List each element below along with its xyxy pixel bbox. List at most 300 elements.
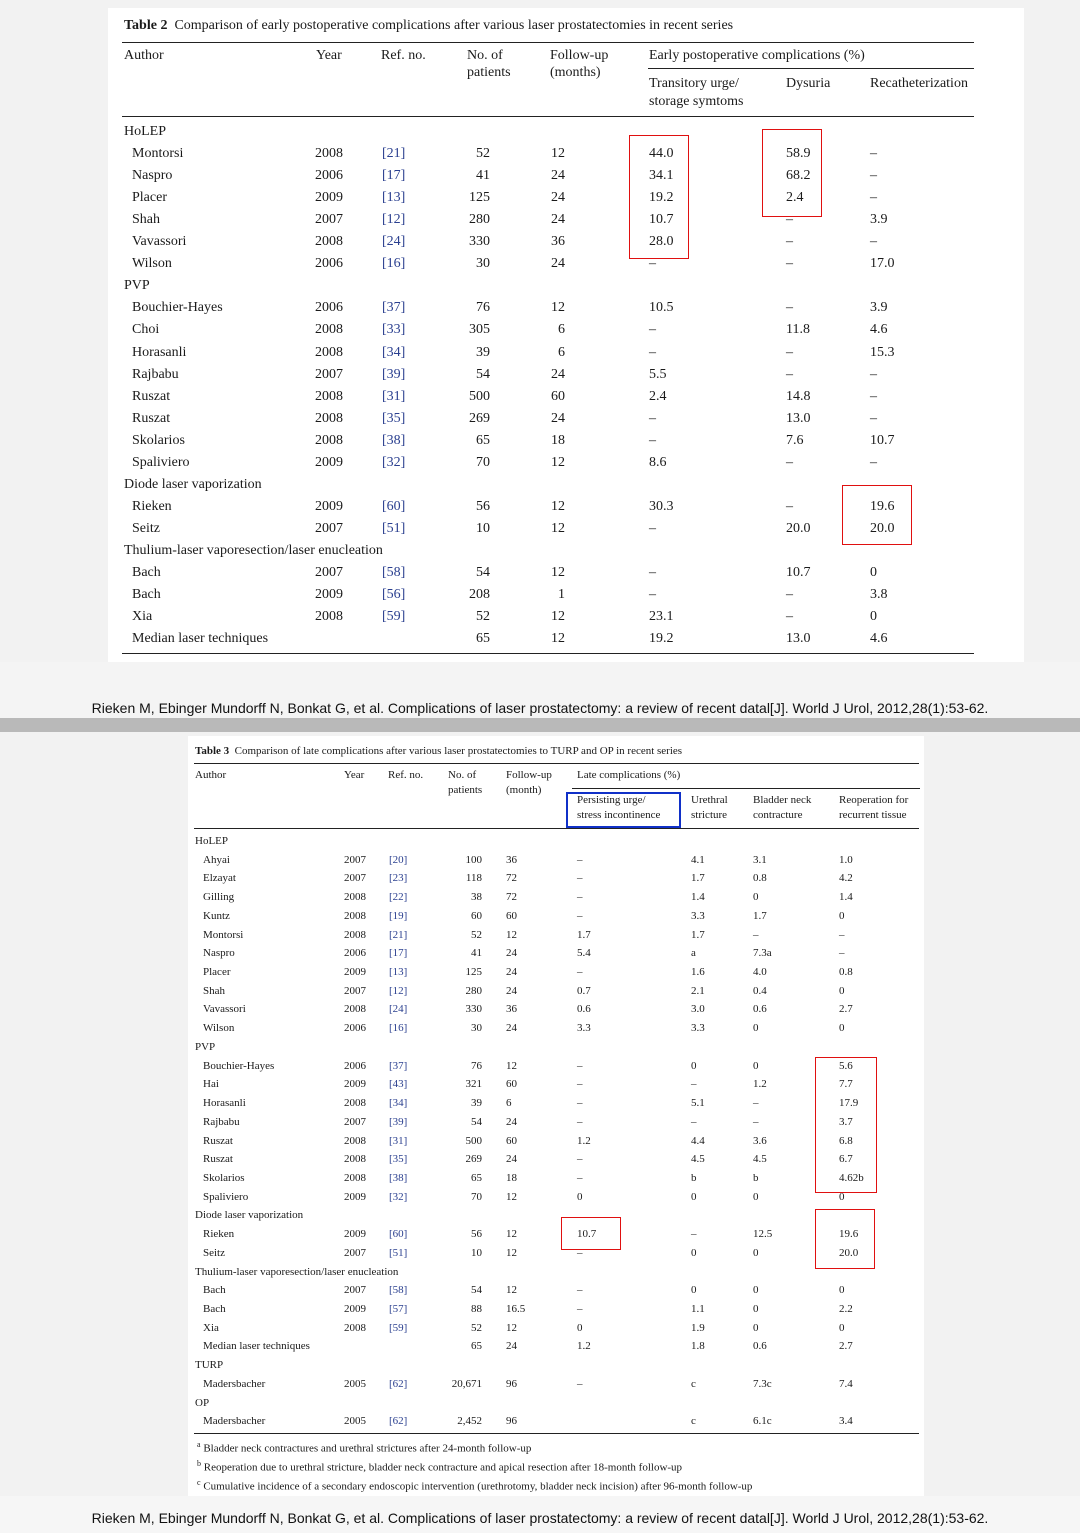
footnote-text: Reoperation due to urethral stricture, bladder neck contracture and apical resection after 18-month follow-up — [203, 1461, 683, 1474]
table2-cell-year: 2008 — [315, 322, 343, 337]
table2-cell-dysuria: – — [786, 345, 793, 360]
table3-cell-patients: 30 — [471, 1022, 482, 1034]
table3-cell-ref: [62] — [389, 1415, 408, 1427]
table3-cell-patients: 330 — [465, 1003, 482, 1015]
table2-cell-recath: 0 — [870, 565, 877, 580]
table2-cell-dysuria: – — [786, 367, 793, 382]
table3-cell-bladder: – — [753, 929, 759, 941]
table3-cell-urethral: 3.3 — [691, 1022, 705, 1034]
table3-cell-patients: 65 — [471, 1340, 482, 1352]
table3-group-label: PVP — [195, 1041, 216, 1053]
table3-cell-patients: 500 — [465, 1135, 482, 1147]
table3-cell-persist: – — [577, 910, 583, 922]
table3-cell-followup: 12 — [506, 1191, 517, 1203]
table2-citation: Rieken M, Ebinger Mundorff N, Bonkat G, et al. Complications of laser prostatectomy: a review of recent datal[J]. World J Urol, 2012,28(1):53-62. — [91, 700, 989, 716]
table3-cell-ref: [39] — [389, 1116, 408, 1128]
table3-cell-followup: 36 — [506, 854, 517, 866]
table3-cell-ref: [24] — [389, 1003, 408, 1015]
table3-cell-author: Gilling — [203, 891, 235, 903]
table2-cell-dysuria: – — [786, 499, 793, 514]
table2-cell-recath: – — [870, 389, 877, 404]
table2-group-rule — [648, 68, 974, 69]
table2-cell-followup: 24 — [551, 212, 565, 227]
table3-cell-urethral: 4.1 — [691, 854, 705, 866]
table3-cell-persist: – — [577, 1153, 583, 1165]
table3-cell-persist: – — [577, 1172, 583, 1184]
table3-cell-urethral: 1.4 — [691, 891, 705, 903]
table2-cell-author: Ruszat — [132, 389, 171, 404]
table3-cell-author: Placer — [203, 966, 231, 978]
table3-cell-bladder: 0 — [753, 891, 759, 903]
table2-cell-author: Rajbabu — [132, 367, 179, 382]
table3-cell-author: Bouchier-Hayes — [203, 1060, 275, 1072]
table2-cell-ref: [38] — [382, 433, 406, 448]
table3-cell-bladder: 0.4 — [753, 985, 767, 997]
table2-cell-patients: 30 — [476, 256, 490, 271]
table2-cell-dysuria: – — [786, 300, 793, 315]
table3-cell-urethral: 3.3 — [691, 910, 705, 922]
table3-header-ref: Ref. no. — [388, 769, 424, 781]
table2-cell-year: 2009 — [315, 499, 343, 514]
table3-group-rule — [572, 788, 920, 789]
table3-cell-patients: 118 — [465, 872, 482, 884]
table2-cell-followup: 18 — [551, 433, 565, 448]
table3-cell-bladder: 0 — [753, 1284, 759, 1296]
table3-cell-author: Ahyai — [203, 854, 230, 866]
table3-cell-year: 2007 — [344, 1116, 366, 1128]
table3-cell-reop: 0 — [839, 910, 845, 922]
table2-cell-urge: – — [649, 256, 656, 271]
table3-cell-reop: 17.9 — [839, 1097, 859, 1109]
table2-cell-recath: 10.7 — [870, 433, 895, 448]
table3-cell-ref: [38] — [389, 1172, 408, 1184]
table3-cell-author: Rieken — [203, 1228, 235, 1240]
table3-cell-ref: [34] — [389, 1097, 408, 1109]
table2-cell-patients: 330 — [469, 234, 490, 249]
table3-cell-urethral: – — [691, 1228, 697, 1240]
table3-cell-reop: 3.4 — [839, 1415, 853, 1427]
table3-cell-author: Vavassori — [203, 1003, 246, 1015]
table2-cell-ref: [21] — [382, 146, 406, 161]
table3-cell-patients: 269 — [465, 1153, 482, 1165]
table3-cell-bladder: 7.3c — [753, 1378, 772, 1390]
table2-cell-urge: – — [649, 565, 656, 580]
table3-cell-ref: [16] — [389, 1022, 408, 1034]
table2-cell-ref: [51] — [382, 521, 406, 536]
table2-header-year: Year — [316, 48, 342, 63]
table3-cell-author: Rajbabu — [203, 1116, 240, 1128]
table2-cell-followup: 60 — [551, 389, 565, 404]
table2-header-dysuria: Dysuria — [786, 76, 831, 91]
table2-header-urge-2: storage symtoms — [649, 94, 744, 109]
table2-cell-year: 2008 — [315, 146, 343, 161]
table3-cell-ref: [12] — [389, 985, 408, 997]
table3-cell-ref: [57] — [389, 1303, 408, 1315]
table3-cell-followup: 12 — [506, 1060, 517, 1072]
table3-cell-ref: [51] — [389, 1247, 408, 1259]
table3-cell-patients: 125 — [465, 966, 482, 978]
table2-cell-patients: 208 — [469, 587, 490, 602]
table2-cell-ref: [33] — [382, 322, 406, 337]
table2-cell-year: 2007 — [315, 367, 343, 382]
table2-cell-patients: 39 — [476, 345, 490, 360]
table3-cell-urethral: – — [691, 1078, 697, 1090]
table3-header-bladder-1: Bladder neck — [753, 794, 812, 806]
table3-caption-label: Table 3 — [195, 745, 230, 757]
table3-cell-author: Ruszat — [203, 1153, 233, 1165]
table3-cell-patients: 54 — [471, 1116, 482, 1128]
table3-cell-reop: 7.7 — [839, 1078, 853, 1090]
table3-header-group: Late complications (%) — [577, 769, 681, 781]
footnote-mark: a — [197, 1440, 201, 1449]
table3-cell-year: 2007 — [344, 1247, 366, 1259]
table2-cell-ref: [56] — [382, 587, 406, 602]
table2-header-urge-1: Transitory urge/ — [649, 76, 739, 91]
table3-cell-author: Elzayat — [203, 872, 236, 884]
table3-cell-bladder: 4.0 — [753, 966, 767, 978]
table3-cell-followup: 12 — [506, 1322, 517, 1334]
table3-cell-followup: 24 — [506, 1340, 517, 1352]
table2-cell-urge: 23.1 — [649, 609, 674, 624]
table2-cell-patients: 500 — [469, 389, 490, 404]
table2-header-followup-1: Follow-up — [550, 48, 609, 63]
table2-cell-ref: [37] — [382, 300, 406, 315]
table2-caption-label: Table 2 — [124, 18, 168, 33]
table2-cell-author: Naspro — [132, 168, 173, 183]
table2-cell-urge: 19.2 — [649, 631, 674, 646]
table3-cell-reop: 2.7 — [839, 1003, 853, 1015]
table3-cell-bladder: 0 — [753, 1191, 759, 1203]
table3-header-patients-1: No. of — [448, 769, 477, 781]
table2-cell-recath: 3.9 — [870, 300, 888, 315]
table3-cell-urethral: – — [691, 1116, 697, 1128]
table3-cell-reop: 7.4 — [839, 1378, 853, 1390]
table3-cell-bladder: 0 — [753, 1022, 759, 1034]
table3-cell-year: 2009 — [344, 966, 366, 978]
table3-cell-patients: 54 — [471, 1284, 482, 1296]
table3-cell-year: 2009 — [344, 1078, 366, 1090]
table3-cell-bladder: 0.6 — [753, 1340, 767, 1352]
table3-cell-bladder: 0 — [753, 1322, 759, 1334]
table2-cell-patients: 280 — [469, 212, 490, 227]
table3-header-persist-1: Persisting urge/ — [577, 794, 646, 806]
table2-header-patients-2: patients — [467, 65, 511, 80]
table2-cell-ref: [17] — [382, 168, 406, 183]
table3-cell-ref: [60] — [389, 1228, 408, 1240]
table3-header-reop-1: Reoperation for — [839, 794, 909, 806]
table3-header-urethral-1: Urethral — [691, 794, 728, 806]
footnote-mark: b — [197, 1459, 201, 1468]
table3-group-label: Diode laser vaporization — [195, 1209, 304, 1221]
table2-cell-recath: – — [870, 455, 877, 470]
table3-cell-bladder: – — [753, 1116, 759, 1128]
table3-cell-urethral: 1.9 — [691, 1322, 705, 1334]
table2-cell-ref: [58] — [382, 565, 406, 580]
table3-cell-year: 2009 — [344, 1191, 366, 1203]
table3-cell-year: 2007 — [344, 854, 366, 866]
table3-cell-persist: – — [577, 854, 583, 866]
table2-cell-ref: [60] — [382, 499, 406, 514]
table2-header-author: Author — [124, 48, 164, 63]
table2-cell-followup: 12 — [551, 565, 565, 580]
table3-cell-persist: 10.7 — [577, 1228, 597, 1240]
table3-cell-patients: 38 — [471, 891, 482, 903]
table2-cell-followup: 24 — [551, 411, 565, 426]
table3-cell-ref: [23] — [389, 872, 408, 884]
table3-cell-persist: – — [577, 1378, 583, 1390]
table2-cell-dysuria: 14.8 — [786, 389, 811, 404]
table2-cell-followup: 24 — [551, 256, 565, 271]
table3-cell-patients: 41 — [471, 947, 482, 959]
table3-cell-urethral: 3.0 — [691, 1003, 705, 1015]
table2-cell-year: 2006 — [315, 256, 343, 271]
table3-cell-persist: – — [577, 1247, 583, 1259]
table3-cell-reop: 20.0 — [839, 1247, 859, 1259]
table3-cell-followup: 36 — [506, 1003, 517, 1015]
table3-cell-urethral: 1.6 — [691, 966, 705, 978]
table3-citation: Rieken M, Ebinger Mundorff N, Bonkat G, et al. Complications of laser prostatectomy: a review of recent datal[J]. World J Urol, 2012,28(1):53-62. — [91, 1510, 989, 1526]
table2-cell-dysuria: 68.2 — [786, 168, 811, 183]
table3-cell-patients: 20,671 — [451, 1378, 482, 1390]
table2-cell-followup: 12 — [551, 609, 565, 624]
table3-cell-reop: 2.7 — [839, 1340, 853, 1352]
table3-cell-followup: 12 — [506, 1284, 517, 1296]
table2-header-recath: Recatheterization — [870, 76, 968, 91]
table2-caption — [124, 18, 733, 34]
table3-cell-author: Seitz — [203, 1247, 225, 1259]
table3-cell-author: Skolarios — [203, 1172, 245, 1184]
table2-cell-recath: 15.3 — [870, 345, 895, 360]
table3-cell-year: 2006 — [344, 947, 366, 959]
table3-cell-year: 2008 — [344, 929, 366, 941]
table2-cell-recath: 0 — [870, 609, 877, 624]
table2-cell-followup: 24 — [551, 168, 565, 183]
table3-cell-followup: 60 — [506, 1135, 517, 1147]
table3-cell-followup: 96 — [506, 1415, 517, 1427]
table2-cell-author: Seitz — [132, 521, 160, 536]
table3-cell-bladder: 1.7 — [753, 910, 767, 922]
table3-cell-urethral: 0 — [691, 1247, 697, 1259]
table2-cell-urge: 19.2 — [649, 190, 674, 205]
table3-cell-patients: 88 — [471, 1303, 482, 1315]
table3-cell-persist: – — [577, 891, 583, 903]
highlight-box-reop-diode — [815, 1209, 875, 1269]
table2-cell-patients: 10 — [476, 521, 490, 536]
table3-cell-reop: 19.6 — [839, 1228, 859, 1240]
table3-cell-reop: 1.0 — [839, 854, 853, 866]
table2-cell-followup: 6 — [558, 322, 565, 337]
table3-cell-followup: 16.5 — [506, 1303, 526, 1315]
table2-cell-ref: [16] — [382, 256, 406, 271]
table2-group-label: HoLEP — [124, 124, 166, 139]
table3-cell-reop: 2.2 — [839, 1303, 853, 1315]
table2-cell-author: Skolarios — [132, 433, 185, 448]
table3-cell-patients: 10 — [471, 1247, 482, 1259]
table3-cell-year: 2007 — [344, 1284, 366, 1296]
table3-header-rule — [194, 828, 919, 829]
table2-cell-urge: 10.5 — [649, 300, 674, 315]
table3-cell-patients: 70 — [471, 1191, 482, 1203]
table2-cell-recath: 4.6 — [870, 322, 888, 337]
table3-cell-author: Madersbacher — [203, 1378, 266, 1390]
table3-cell-urethral: 0 — [691, 1060, 697, 1072]
table2-cell-recath: 17.0 — [870, 256, 895, 271]
table3-cell-year: 2008 — [344, 1003, 366, 1015]
table2-cell-patients: 56 — [476, 499, 490, 514]
table2-cell-patients: 305 — [469, 322, 490, 337]
highlight-box-recath — [842, 485, 912, 545]
table3-bottom-rule — [194, 1433, 919, 1434]
table3-header-bladder-2: contracture — [753, 809, 803, 821]
table3-cell-urethral: 1.8 — [691, 1340, 705, 1352]
table3-header-followup-1: Follow-up — [506, 769, 552, 781]
table3-cell-reop: 1.4 — [839, 891, 853, 903]
table3-cell-ref: [37] — [389, 1060, 408, 1072]
table2-cell-year: 2009 — [315, 587, 343, 602]
table3-cell-bladder: 4.5 — [753, 1153, 767, 1165]
table3-cell-followup: 24 — [506, 966, 517, 978]
table2-cell-author: Spaliviero — [132, 455, 190, 470]
table3-cell-author: Madersbacher — [203, 1415, 266, 1427]
table3-cell-bladder: 7.3a — [753, 947, 772, 959]
table3-group-label: Thulium-laser vaporesection/laser enucleation — [195, 1266, 399, 1278]
table2-top-rule — [122, 42, 974, 43]
table2-cell-year: 2007 — [315, 521, 343, 536]
table2-cell-patients: 52 — [476, 146, 490, 161]
table2-caption-text: Comparison of early postoperative complications after various laser prostatectomies in recent series — [174, 18, 734, 33]
table3-cell-author: Montorsi — [203, 929, 244, 941]
table2-cell-urge: – — [649, 521, 656, 536]
table3-group-label: HoLEP — [195, 835, 228, 847]
table2-cell-dysuria: 13.0 — [786, 411, 811, 426]
table3-cell-bladder: 3.6 — [753, 1135, 767, 1147]
table3-cell-followup: 18 — [506, 1172, 517, 1184]
table3-cell-followup: 12 — [506, 929, 517, 941]
table3-cell-followup: 24 — [506, 1116, 517, 1128]
table3-cell-patients: 60 — [471, 910, 482, 922]
table3-cell-ref: [59] — [389, 1322, 408, 1334]
footnote-text: Cumulative incidence of a secondary endoscopic intervention (urethrotomy, bladder neck incision) after 96-month follow-up — [203, 1480, 753, 1493]
table2-cell-followup: 36 — [551, 234, 565, 249]
table2-cell-patients: 52 — [476, 609, 490, 624]
table3-cell-year: 2008 — [344, 891, 366, 903]
table2-cell-dysuria: – — [786, 234, 793, 249]
table2-cell-recath: 4.6 — [870, 631, 888, 646]
highlight-box-dysuria — [762, 129, 822, 217]
table2-cell-dysuria: 10.7 — [786, 565, 811, 580]
table3-header-followup-2: (month) — [506, 784, 542, 796]
table2-cell-year: 2006 — [315, 300, 343, 315]
table3-cell-year: 2005 — [344, 1378, 366, 1390]
table2-cell-author: Vavassori — [132, 234, 187, 249]
table2-cell-urge: 34.1 — [649, 168, 674, 183]
table3-cell-year: 2007 — [344, 872, 366, 884]
table3-cell-reop: 6.8 — [839, 1135, 853, 1147]
table2-cell-urge: 44.0 — [649, 146, 674, 161]
table3-cell-persist: 0 — [577, 1322, 583, 1334]
table3-cell-author: Horasanli — [203, 1097, 246, 1109]
table2-cell-ref: [12] — [382, 212, 406, 227]
table3-panel — [188, 736, 924, 1496]
table3-cell-urethral: 4.5 — [691, 1153, 705, 1165]
table3-cell-ref: [35] — [389, 1153, 408, 1165]
table2-cell-recath: – — [870, 146, 877, 161]
table2-cell-recath: – — [870, 190, 877, 205]
table3-cell-year: 2009 — [344, 1228, 366, 1240]
table3-cell-patients: 321 — [465, 1078, 482, 1090]
table3-cell-year: 2008 — [344, 1153, 366, 1165]
table2-header-patients-1: No. of — [467, 48, 503, 63]
table2-header-followup-2: (months) — [550, 65, 601, 80]
table2-cell-year: 2007 — [315, 212, 343, 227]
table2-cell-urge: 8.6 — [649, 455, 667, 470]
table3-caption-text: Comparison of late complications after various laser prostatectomies to TURP and OP in recent series — [234, 745, 683, 757]
table3-top-rule — [194, 763, 919, 764]
table3-cell-reop: 0 — [839, 1322, 845, 1334]
table2-header-ref: Ref. no. — [381, 48, 426, 63]
table2-cell-year: 2008 — [315, 609, 343, 624]
table3-cell-urethral: 0 — [691, 1284, 697, 1296]
table3-cell-persist: – — [577, 872, 583, 884]
table3-cell-urethral: c — [691, 1415, 696, 1427]
table3-cell-patients: 56 — [471, 1228, 482, 1240]
table3-cell-urethral: 4.4 — [691, 1135, 705, 1147]
table2-panel — [108, 8, 1024, 662]
table3-cell-reop: 4.2 — [839, 872, 853, 884]
table3-header-author: Author — [195, 769, 227, 781]
table3-cell-reop: 4.62b — [839, 1172, 864, 1184]
table2-cell-dysuria: – — [786, 455, 793, 470]
table2-cell-recath: – — [870, 367, 877, 382]
highlight-box-persist-header — [566, 792, 681, 828]
table3-cell-reop: 5.6 — [839, 1060, 853, 1072]
table3-cell-patients: 280 — [465, 985, 482, 997]
table3-cell-persist: – — [577, 1284, 583, 1296]
table2-cell-urge: 2.4 — [649, 389, 667, 404]
table2-cell-author: Rieken — [132, 499, 172, 514]
table3-cell-persist: – — [577, 1116, 583, 1128]
table3-cell-ref: [32] — [389, 1191, 408, 1203]
table3-cell-urethral: 1.1 — [691, 1303, 705, 1315]
table3-cell-persist: – — [577, 1060, 583, 1072]
table2-cell-dysuria: – — [786, 609, 793, 624]
table3-cell-author: Spaliviero — [203, 1191, 249, 1203]
table3-cell-urethral: 1.7 — [691, 929, 705, 941]
table3-cell-patients: 100 — [465, 854, 482, 866]
table3-header-persist-2: stress incontinence — [577, 809, 661, 821]
table2-cell-author: Horasanli — [132, 345, 187, 360]
table3-cell-followup: 24 — [506, 947, 517, 959]
table2-cell-followup: 6 — [558, 345, 565, 360]
table2-cell-recath: – — [870, 234, 877, 249]
table2-cell-recath: – — [870, 168, 877, 183]
table2-cell-recath: – — [870, 411, 877, 426]
slide-separator — [0, 718, 1080, 732]
table2-cell-dysuria: – — [786, 587, 793, 602]
table2-cell-dysuria: 58.9 — [786, 146, 811, 161]
table2-cell-followup: 12 — [551, 499, 565, 514]
table3-cell-ref: [20] — [389, 854, 408, 866]
table3-cell-year: 2008 — [344, 1322, 366, 1334]
table3-cell-urethral: a — [691, 947, 696, 959]
table3-cell-patients: 39 — [471, 1097, 482, 1109]
table3-group-label: TURP — [195, 1359, 224, 1371]
table3-cell-ref: [17] — [389, 947, 408, 959]
table2-cell-recath: 20.0 — [870, 521, 895, 536]
table3-cell-persist: – — [577, 1097, 583, 1109]
table3-cell-year: 2008 — [344, 1097, 366, 1109]
table2-cell-author: Bach — [132, 587, 161, 602]
